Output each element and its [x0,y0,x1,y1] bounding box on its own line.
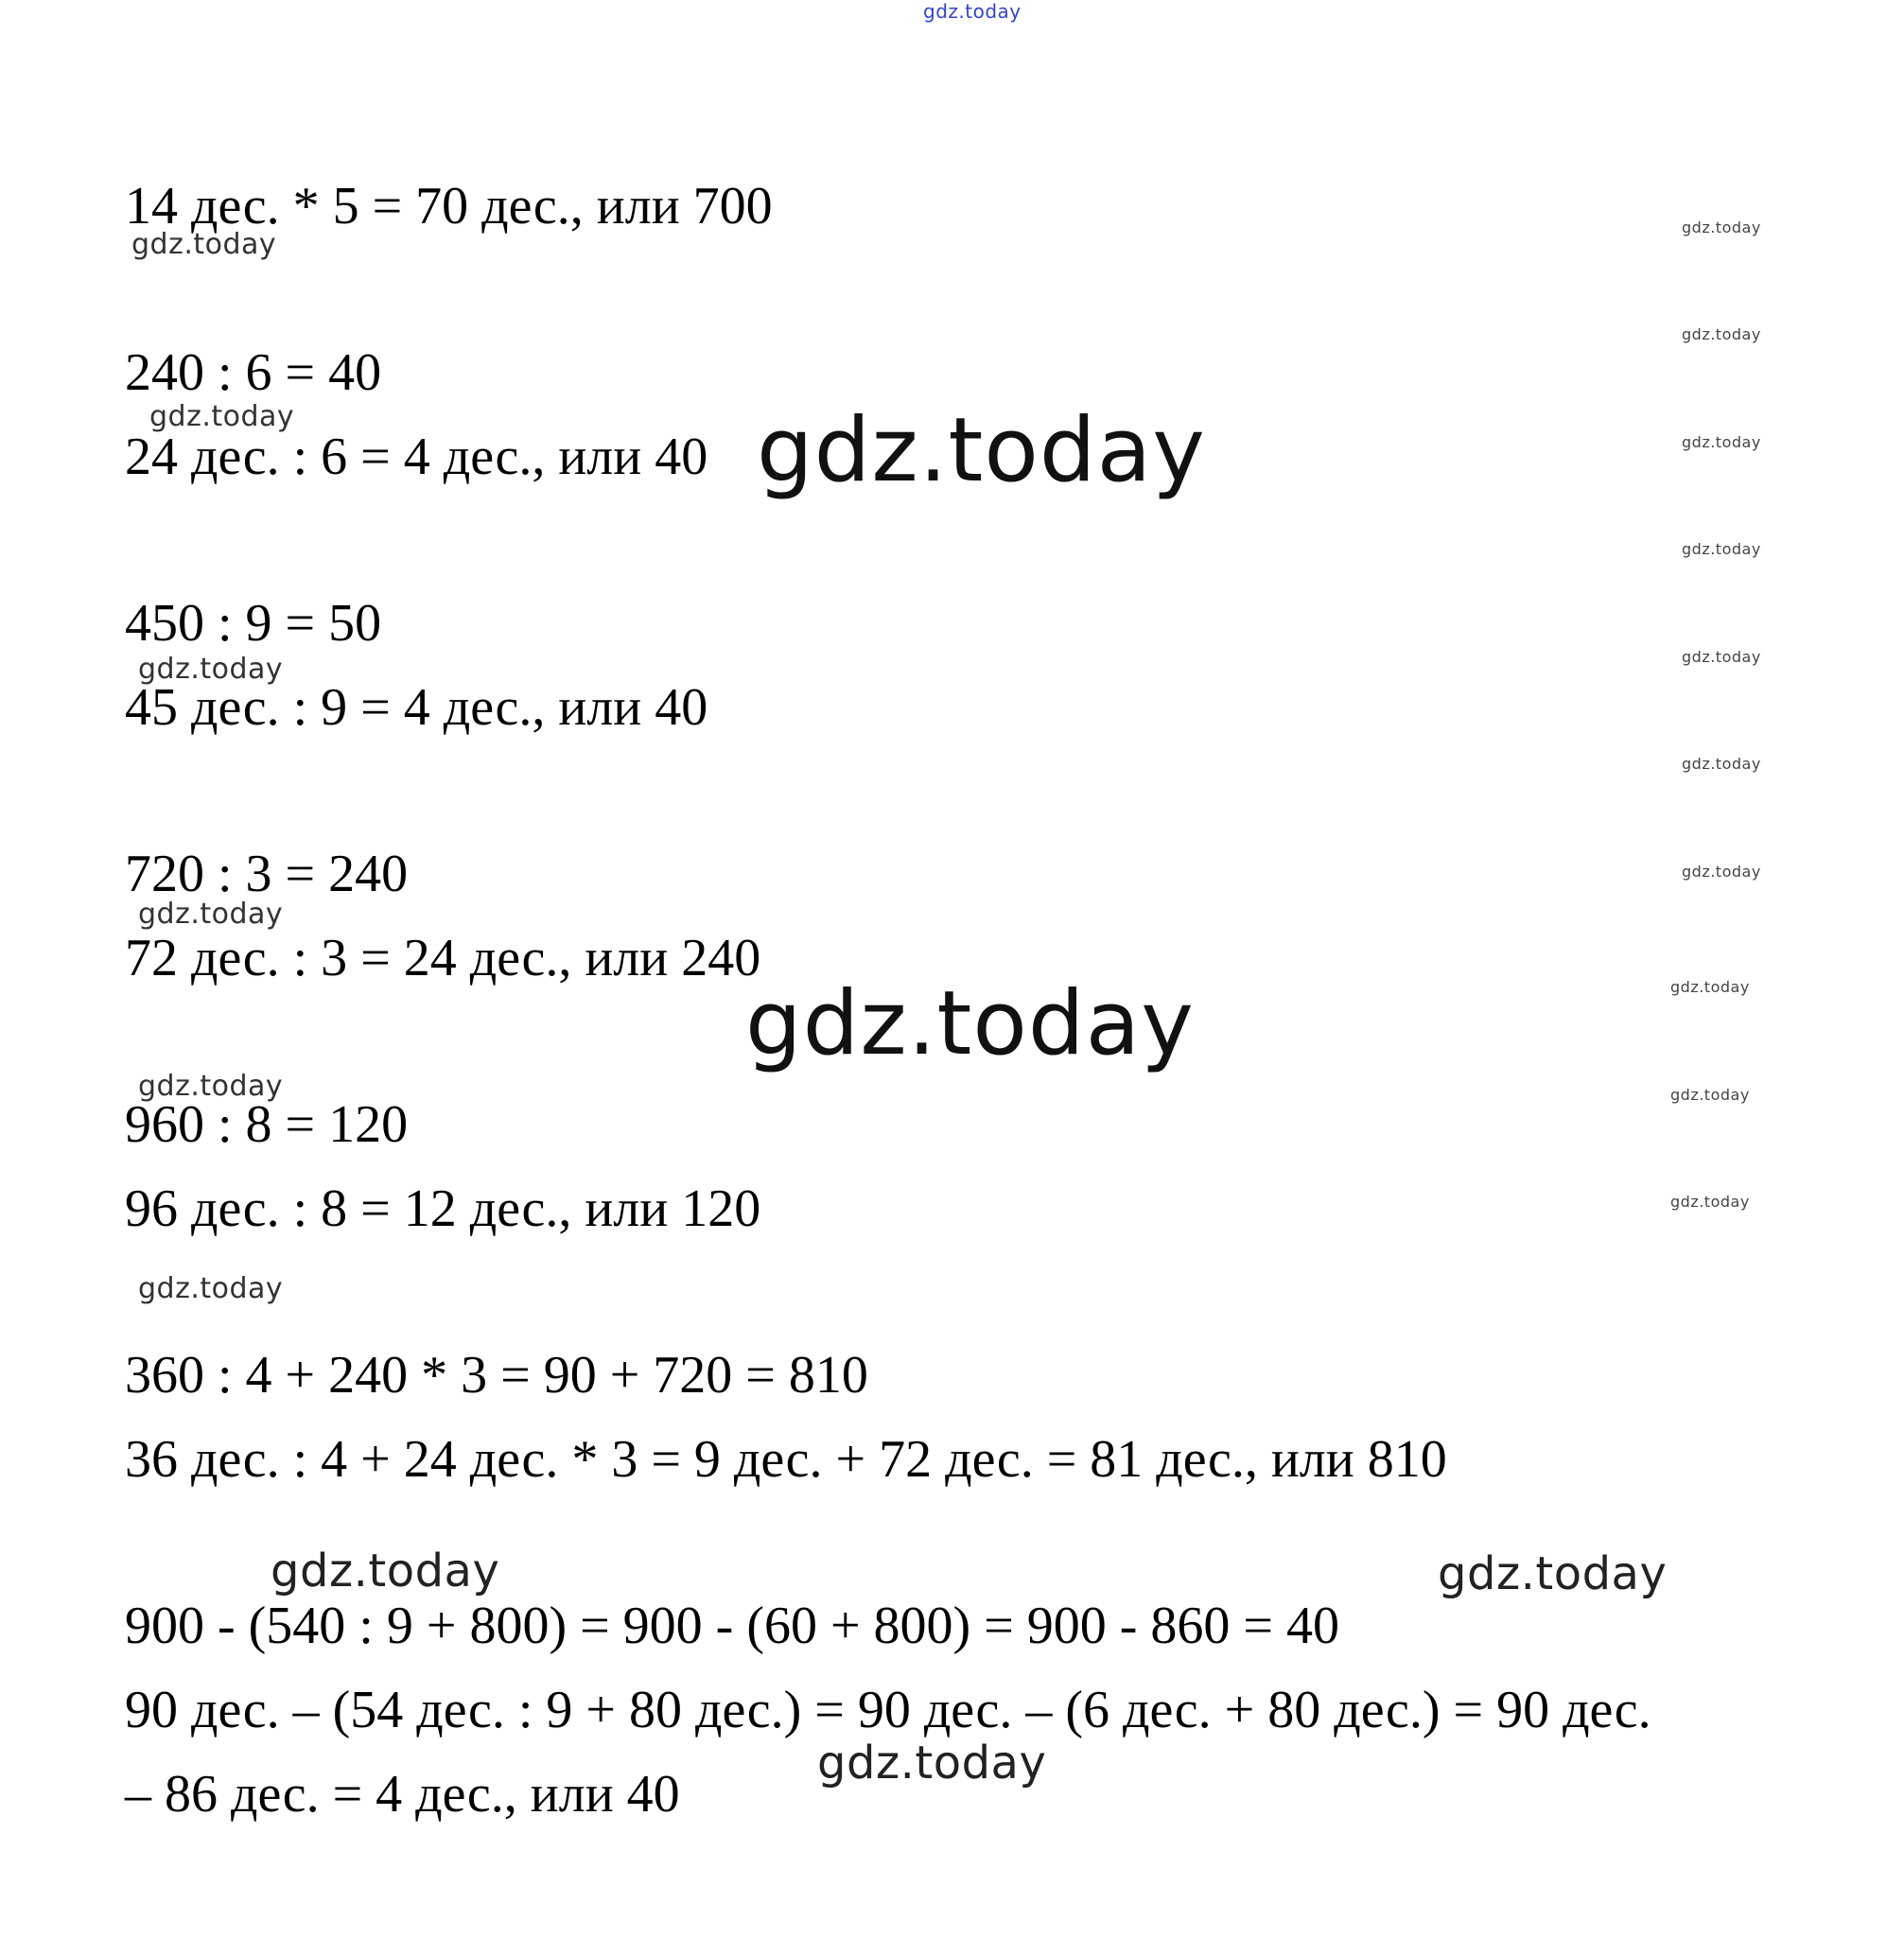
watermark-right-1: gdz.today [1682,218,1761,236]
watermark-left-4: gdz.today [138,898,284,931]
watermark-right-3: gdz.today [1682,433,1761,451]
watermark-mid-3: gdz.today [817,1737,1047,1790]
watermark-right-8: gdz.today [1670,978,1750,996]
solution-line-14: – 86 дес. = 4 дес., или 40 [125,1765,680,1824]
solution-line-5: 45 дес. : 9 = 4 дес., или 40 [125,678,708,737]
watermark-right-9: gdz.today [1670,1086,1750,1104]
watermark-big-1: gdz.today [757,399,1206,502]
watermark-right-10: gdz.today [1670,1193,1750,1211]
watermark-right-4: gdz.today [1682,540,1761,558]
solution-line-8: 960 : 8 = 120 [125,1095,409,1154]
watermark-mid-2: gdz.today [1438,1547,1668,1600]
solution-line-12: 900 - (540 : 9 + 800) = 900 - (60 + 800) = 900 - 860 = 40 [125,1597,1340,1655]
solution-line-11: 36 дес. : 4 + 24 дес. * 3 = 9 дес. + 72 дес. = 81 дес., или 810 [125,1430,1447,1489]
solution-line-7: 72 дес. : 3 = 24 дес., или 240 [125,929,761,987]
solution-line-13: 90 дес. – (54 дес. : 9 + 80 дес.) = 90 дес. – (6 дес. + 80 дес.) = 90 дес. [125,1681,1651,1739]
solution-line-1: 14 дес. * 5 = 70 дес., или 700 [125,177,773,236]
watermark-big-2: gdz.today [745,972,1195,1075]
watermark-left-1: gdz.today [131,228,277,261]
watermark-left-6: gdz.today [138,1272,284,1305]
watermark-right-6: gdz.today [1682,755,1761,773]
solution-line-2: 240 : 6 = 40 [125,343,382,402]
solution-line-4: 450 : 9 = 50 [125,594,382,653]
watermark-left-2: gdz.today [149,400,295,433]
watermark-right-5: gdz.today [1682,648,1761,666]
watermark-top: gdz.today [923,0,1022,23]
watermark-left-3: gdz.today [138,653,284,686]
solution-line-6: 720 : 3 = 240 [125,845,409,903]
watermark-mid-1: gdz.today [271,1545,500,1598]
solution-line-3: 24 дес. : 6 = 4 дес., или 40 [125,428,708,486]
watermark-left-5: gdz.today [138,1070,284,1103]
watermark-right-2: gdz.today [1682,325,1761,343]
solution-line-10: 360 : 4 + 240 * 3 = 90 + 720 = 810 [125,1346,868,1405]
watermark-right-7: gdz.today [1682,863,1761,881]
solution-line-9: 96 дес. : 8 = 12 дес., или 120 [125,1179,761,1238]
